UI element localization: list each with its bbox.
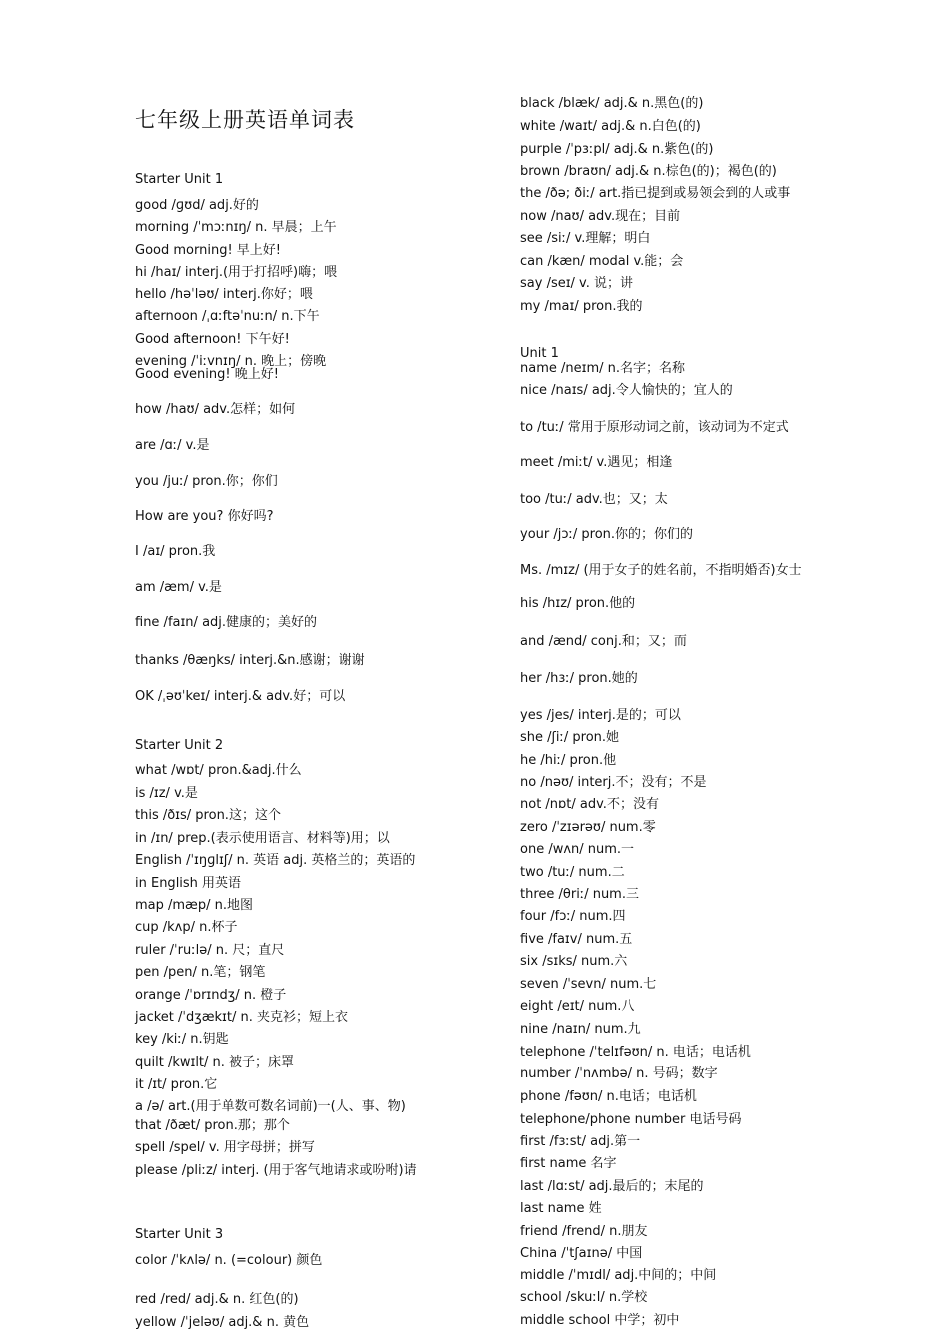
word-entry: name /neɪm/ n.名字；名称 — [520, 361, 685, 376]
word-entry: key /kiː/ n.钥匙 — [135, 1032, 229, 1047]
word-entry: five /faɪv/ num.五 — [520, 932, 633, 947]
word-entry: jacket /ˈdʒækɪt/ n. 夹克衫；短上衣 — [135, 1010, 348, 1025]
word-entry: first /fɜːst/ adj.第一 — [520, 1134, 641, 1149]
word-entry: not /nɒt/ adv.不；没有 — [520, 797, 659, 812]
word-entry: to /tuː/ 常用于原形动词之前，该动词为不定式 — [520, 420, 789, 435]
word-entry: this /ðɪs/ pron.这；这个 — [135, 808, 281, 823]
word-entry: Good morning! 早上好! — [135, 243, 281, 258]
word-entry: can /kæn/ modal v.能；会 — [520, 254, 684, 269]
word-entry: white /waɪt/ adj.& n.白色(的) — [520, 119, 701, 134]
word-entry: I /aɪ/ pron.我 — [135, 544, 216, 559]
starter-unit-3-heading: Starter Unit 3 — [135, 1227, 224, 1242]
word-entry: see /siː/ v.理解；明白 — [520, 231, 651, 246]
word-entry: OK /ˌəʊˈkeɪ/ interj.& adv.好；可以 — [135, 689, 346, 704]
word-entry: red /red/ adj.& n. 红色(的) — [135, 1292, 299, 1307]
word-entry: number /ˈnʌmbə/ n. 号码；数字 — [520, 1066, 718, 1081]
word-entry: afternoon /ˌɑːftəˈnuːn/ n.下午 — [135, 309, 320, 324]
word-entry: are /ɑː/ v.是 — [135, 438, 210, 453]
word-entry: in English 用英语 — [135, 876, 242, 891]
word-entry: what /wɒt/ pron.&adj.什么 — [135, 763, 302, 778]
word-entry: brown /braʊn/ adj.& n.棕色(的)；褐色(的) — [520, 164, 777, 179]
word-entry: China /ˈtʃaɪnə/ 中国 — [520, 1246, 643, 1261]
word-entry: hi /haɪ/ interj.(用于打招呼)嗨；喂 — [135, 265, 338, 280]
word-entry: yes /jes/ interj.是的；可以 — [520, 708, 681, 723]
word-entry: good /ɡʊd/ adj.好的 — [135, 198, 259, 213]
word-entry: four /fɔː/ num.四 — [520, 909, 626, 924]
word-entry: cup /kʌp/ n.杯子 — [135, 920, 238, 935]
word-entry: one /wʌn/ num.一 — [520, 842, 635, 857]
word-entry: now /naʊ/ adv.现在；目前 — [520, 209, 681, 224]
word-entry: how /haʊ/ adv.怎样；如何 — [135, 402, 296, 417]
word-entry: phone /fəʊn/ n.电话；电话机 — [520, 1089, 697, 1104]
word-entry: my /maɪ/ pron.我的 — [520, 299, 643, 314]
word-entry: in /ɪn/ prep.(表示使用语言、材料等)用；以 — [135, 831, 390, 846]
word-entry: last name 姓 — [520, 1201, 602, 1216]
word-entry: purple /ˈpɜːpl/ adj.& n.紫色(的) — [520, 142, 714, 157]
word-entry: is /ɪz/ v.是 — [135, 786, 198, 801]
word-entry: nine /naɪn/ num.九 — [520, 1022, 641, 1037]
word-entry: he /hiː/ pron.他 — [520, 753, 617, 768]
word-entry: her /hɜː/ pron.她的 — [520, 671, 638, 686]
word-entry: friend /frend/ n.朋友 — [520, 1224, 648, 1239]
word-entry: school /skuːl/ n.学校 — [520, 1290, 648, 1305]
word-entry: seven /ˈsevn/ num.七 — [520, 977, 657, 992]
word-entry: color /ˈkʌlə/ n. (=colour) 颜色 — [135, 1253, 323, 1268]
starter-unit-1-heading: Starter Unit 1 — [135, 172, 224, 187]
word-entry: she /ʃiː/ pron.她 — [520, 730, 620, 745]
word-entry: no /nəʊ/ interj.不；没有；不是 — [520, 775, 707, 790]
word-entry: a /ə/ art.(用于单数可数名词前)一(人、事、物) — [135, 1099, 406, 1114]
word-entry: map /mæp/ n.地图 — [135, 898, 253, 913]
word-entry: please /pliːz/ interj. (用于客气地请求或吩咐)请 — [135, 1163, 417, 1178]
word-entry: yellow /ˈjeləʊ/ adj.& n. 黄色 — [135, 1315, 310, 1330]
word-entry: middle /ˈmɪdl/ adj.中间的；中间 — [520, 1268, 717, 1283]
word-entry: telephone/phone number 电话号码 — [520, 1112, 742, 1127]
word-entry: your /jɔː/ pron.你的；你们的 — [520, 527, 694, 542]
starter-unit-2-heading: Starter Unit 2 — [135, 738, 224, 753]
page-title: 七年级上册英语单词表 — [135, 108, 355, 132]
word-entry: three /θriː/ num.三 — [520, 887, 639, 902]
word-entry: spell /spel/ v. 用字母拼；拼写 — [135, 1140, 315, 1155]
word-entry: Ms. /mɪz/ (用于女子的姓名前，不指明婚否)女士 — [520, 563, 802, 578]
word-entry: the /ðə; ðiː/ art.指已提到或易领会到的人或事 — [520, 186, 791, 201]
word-entry: too /tuː/ adv.也；又；太 — [520, 492, 668, 507]
word-entry: first name 名字 — [520, 1156, 617, 1171]
word-entry: last /lɑːst/ adj.最后的；末尾的 — [520, 1179, 704, 1194]
word-entry: pen /pen/ n.笔；钢笔 — [135, 965, 266, 980]
word-entry: orange /ˈɒrɪndʒ/ n. 橙子 — [135, 988, 287, 1003]
word-entry: telephone /ˈtelɪfəʊn/ n. 电话；电话机 — [520, 1045, 751, 1060]
word-entry: and /ænd/ conj.和；又；而 — [520, 634, 687, 649]
word-entry: English /ˈɪŋɡlɪʃ/ n. 英语 adj. 英格兰的；英语的 — [135, 853, 416, 868]
word-entry: that /ðæt/ pron.那；那个 — [135, 1118, 290, 1133]
word-entry: quilt /kwɪlt/ n. 被子；床罩 — [135, 1055, 295, 1070]
word-entry: How are you? 你好吗? — [135, 509, 274, 524]
word-entry: say /seɪ/ v. 说；讲 — [520, 276, 634, 291]
word-entry: hello /həˈləʊ/ interj.你好；喂 — [135, 287, 313, 302]
word-entry: it /ɪt/ pron.它 — [135, 1077, 218, 1092]
word-entry: two /tuː/ num.二 — [520, 865, 625, 880]
word-entry: fine /faɪn/ adj.健康的；美好的 — [135, 615, 318, 630]
word-entry: thanks /θæŋks/ interj.&n.感谢；谢谢 — [135, 653, 365, 668]
word-entry: Good evening! 晚上好! — [135, 367, 279, 382]
word-entry: evening /ˈiːvnɪŋ/ n. 晚上；傍晚 — [135, 354, 327, 369]
word-entry: middle school 中学；初中 — [520, 1313, 680, 1328]
word-entry: meet /miːt/ v.遇见；相逢 — [520, 455, 673, 470]
word-entry: am /æm/ v.是 — [135, 580, 222, 595]
word-entry: Good afternoon! 下午好! — [135, 332, 290, 347]
word-entry: ruler /ˈruːlə/ n. 尺；直尺 — [135, 943, 285, 958]
word-entry: six /sɪks/ num.六 — [520, 954, 628, 969]
word-entry: nice /naɪs/ adj.令人愉快的；宜人的 — [520, 383, 733, 398]
word-entry: you /juː/ pron.你；你们 — [135, 474, 278, 489]
word-entry: eight /eɪt/ num.八 — [520, 999, 635, 1014]
word-entry: black /blæk/ adj.& n.黑色(的) — [520, 96, 704, 111]
word-entry: his /hɪz/ pron.他的 — [520, 596, 636, 611]
word-entry: morning /ˈmɔːnɪŋ/ n. 早晨；上午 — [135, 220, 337, 235]
unit-1-heading: Unit 1 — [520, 346, 559, 361]
word-entry: zero /ˈzɪərəʊ/ num.零 — [520, 820, 656, 835]
